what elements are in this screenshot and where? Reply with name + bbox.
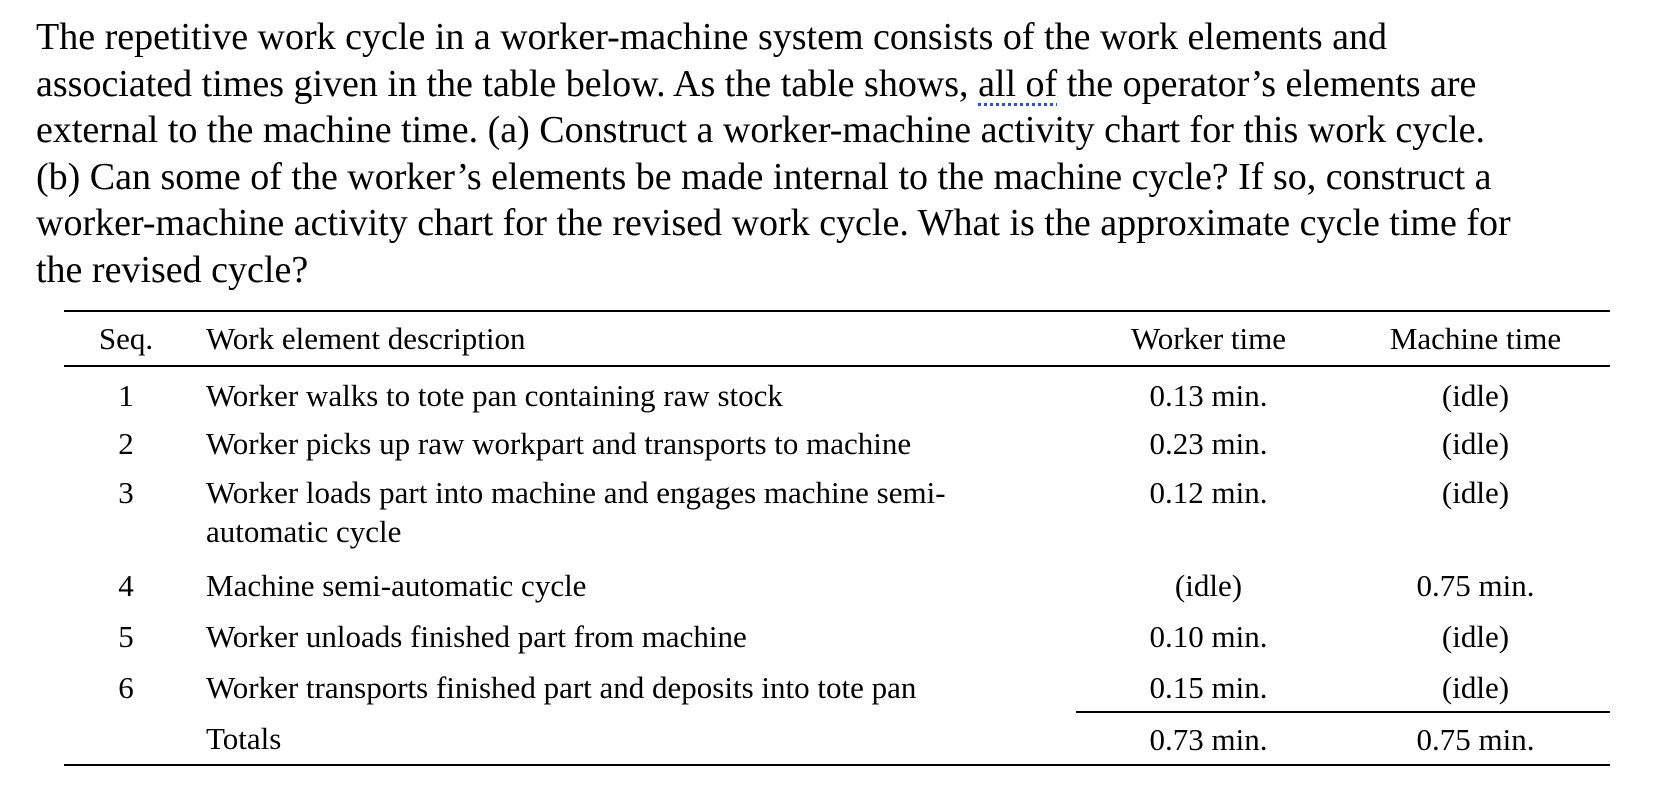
problem-statement bbox=[36, 14, 1636, 293]
work-elements-table bbox=[64, 310, 1610, 766]
cell-seq: 2 bbox=[118, 426, 134, 461]
header-description: Work element description bbox=[188, 311, 1076, 366]
cell-seq: 3 bbox=[118, 475, 134, 510]
problem-line: (b) Can some of the worker’s elements be made internal to the machine cycle? If so, construct a bbox=[36, 155, 1492, 198]
cell-seq-empty bbox=[64, 712, 188, 765]
cell-worker-time: 0.13 min. bbox=[1149, 378, 1268, 413]
cell-machine-time: 0.75 min. bbox=[1416, 568, 1535, 603]
problem-line: The repetitive work cycle in a worker-machine system consists of the work elements and bbox=[36, 16, 1387, 58]
totals-label: Totals bbox=[188, 712, 1076, 765]
header-worker-time: Worker time bbox=[1076, 311, 1341, 366]
cell-worker-time: 0.15 min. bbox=[1149, 670, 1268, 705]
cell-seq: 6 bbox=[118, 670, 134, 705]
table-row bbox=[64, 559, 1610, 610]
table-row bbox=[64, 417, 1610, 468]
total-worker-time: 0.73 min. bbox=[1076, 712, 1341, 765]
problem-text: the operator’s elements are bbox=[1057, 62, 1477, 105]
problem-text: associated times given in the table below. As the table shows, bbox=[36, 62, 979, 105]
cell-seq: 4 bbox=[118, 568, 134, 603]
table-row bbox=[64, 610, 1610, 661]
cell-machine-time: (idle) bbox=[1441, 619, 1510, 654]
cell-description bbox=[188, 468, 1076, 559]
cell-description: Worker picks up raw workpart and transports to machine bbox=[206, 426, 912, 461]
table-row bbox=[64, 468, 1610, 559]
cell-description: Worker walks to tote pan containing raw stock bbox=[206, 378, 783, 413]
problem-line bbox=[36, 61, 1636, 108]
cell-description: Worker unloads finished part from machine bbox=[206, 619, 747, 654]
cell-machine-time: (idle) bbox=[1441, 426, 1510, 461]
cell-seq: 1 bbox=[118, 378, 134, 413]
problem-line: the revised cycle? bbox=[36, 248, 309, 291]
cell-description-line: Worker loads part into machine and engages machine semi- bbox=[206, 475, 946, 510]
problem-line: external to the machine time. (a) Construct a worker-machine activity chart for this work cycle. bbox=[36, 109, 1486, 151]
cell-description: Worker transports finished part and deposits into tote pan bbox=[206, 670, 917, 705]
cell-worker-time: 0.23 min. bbox=[1149, 426, 1268, 461]
problem-line: worker-machine activity chart for the revised work cycle. What is the approximate cycle time for bbox=[36, 202, 1511, 244]
header-machine-time: Machine time bbox=[1341, 311, 1610, 366]
cell-description: Machine semi-automatic cycle bbox=[206, 568, 587, 603]
totals-row bbox=[64, 712, 1610, 765]
cell-worker-time: 0.10 min. bbox=[1149, 619, 1268, 654]
table-row bbox=[64, 366, 1610, 417]
header-seq: Seq. bbox=[64, 311, 188, 366]
table-header-row bbox=[64, 311, 1610, 366]
cell-machine-time: (idle) bbox=[1441, 378, 1510, 413]
cell-worker-time: 0.12 min. bbox=[1149, 475, 1268, 510]
grammar-flagged-text[interactable]: all of bbox=[978, 62, 1058, 105]
total-machine-time: 0.75 min. bbox=[1341, 712, 1610, 765]
cell-machine-time: (idle) bbox=[1441, 475, 1510, 510]
cell-seq: 5 bbox=[118, 619, 134, 654]
table-row bbox=[64, 661, 1610, 712]
cell-worker-time: (idle) bbox=[1174, 568, 1243, 603]
cell-description-line: automatic cycle bbox=[206, 514, 402, 549]
cell-machine-time: (idle) bbox=[1441, 670, 1510, 705]
